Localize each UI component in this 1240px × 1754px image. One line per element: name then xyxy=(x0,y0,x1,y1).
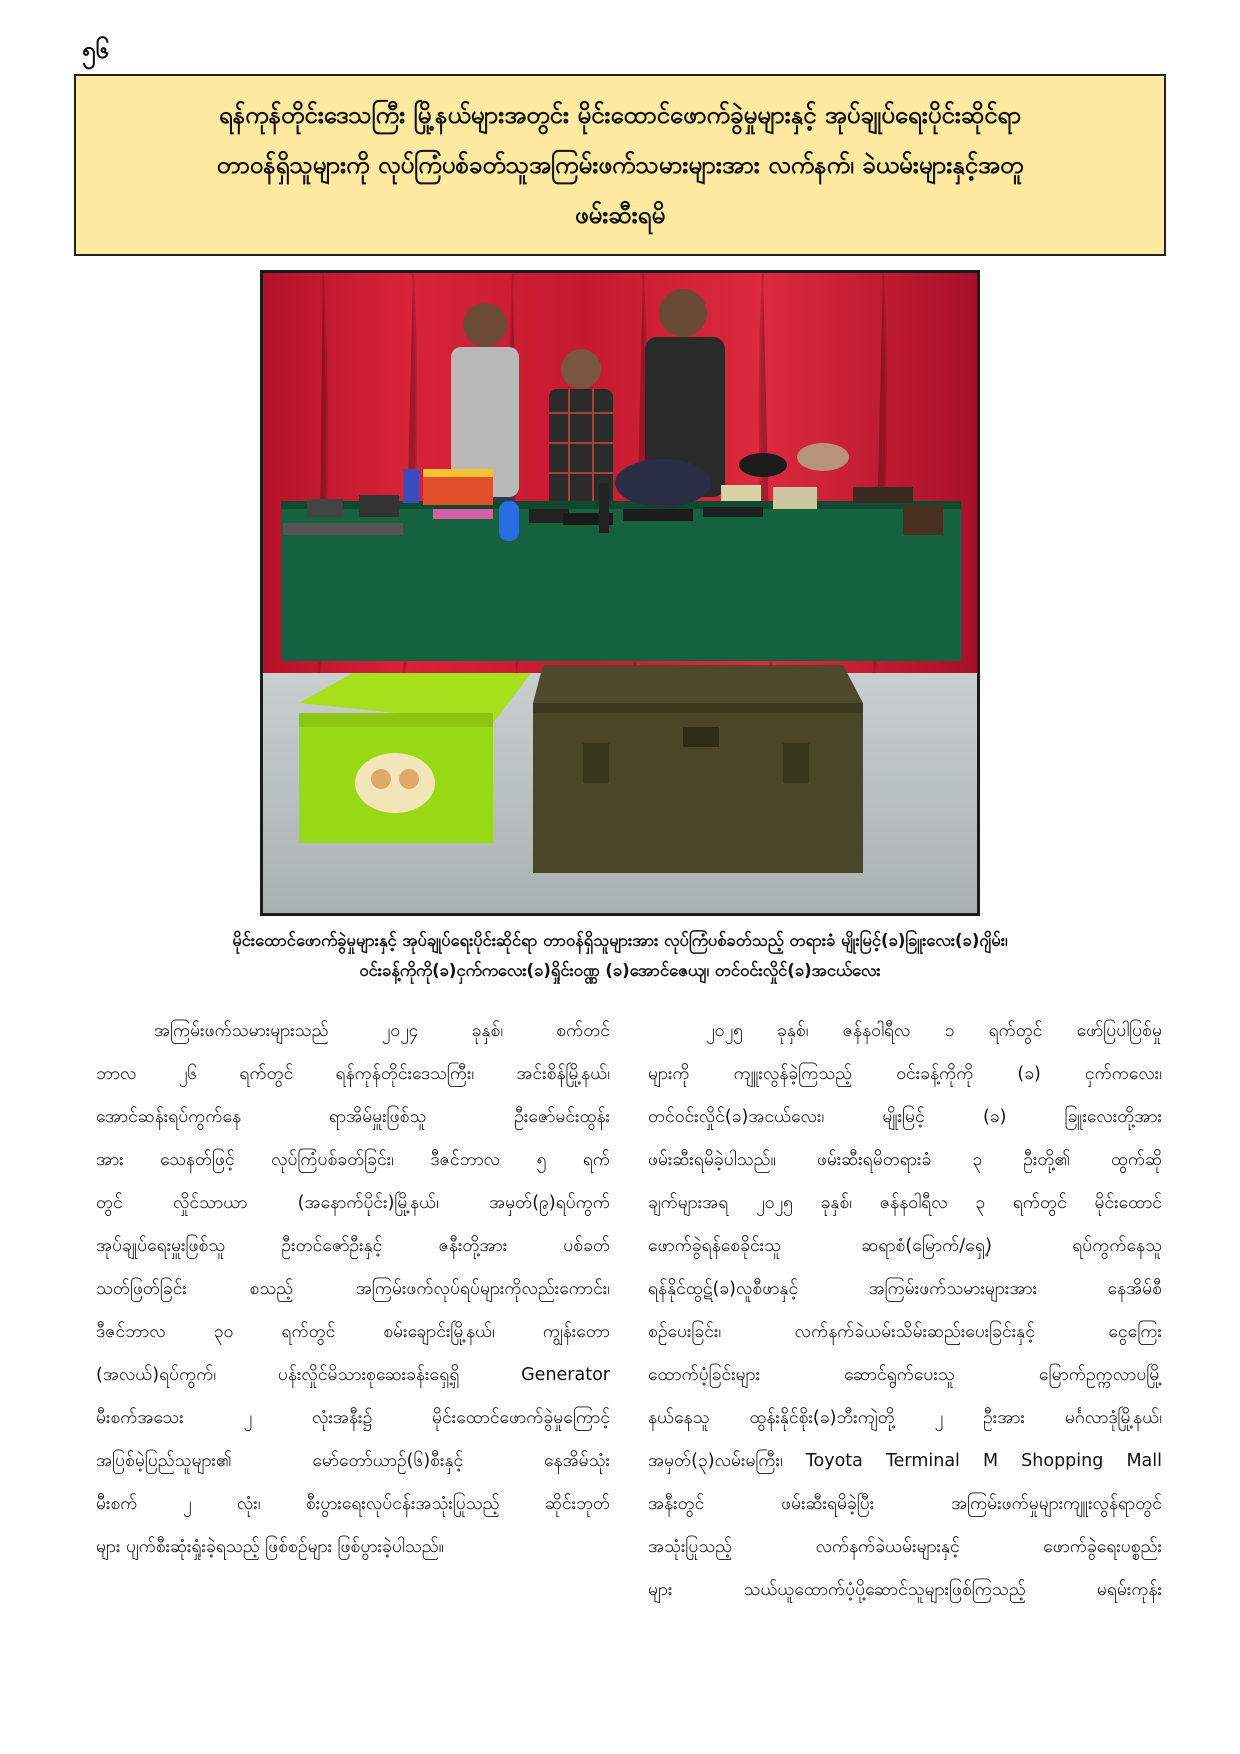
body-line: (အလယ်)ရပ်ကွက်၊ ပန်းလှိုင်မိသားစုဆေးခန်းရှေ့ရှိ Generator xyxy=(96,1365,610,1385)
body-line: အောင်ဆန်းရပ်ကွက်နေ ရာအိမ်မှူးဖြစ်သူ ဦးဇော်မင်းထွန်း xyxy=(96,1107,610,1127)
body-line: ချက်များအရ ၂၀၂၅ ခုနှစ်၊ ဇန်နဝါရီလ ၃ ရက်တွင် မိုင်းထောင် xyxy=(648,1193,1162,1213)
headline-box xyxy=(74,74,1166,256)
article-right-column xyxy=(648,1010,1162,1612)
body-line: အနီးတွင် ဖမ်းဆီးရမိခဲ့ပြီး အကြမ်းဖက်မှုများကျူးလွန်ရာတွင် xyxy=(648,1494,1162,1514)
body-line: ထောက်ပံ့ခြင်းများ ဆောင်ရွက်ပေးသူ မြောက်ဥက္ကလာပမြို့ xyxy=(648,1365,1162,1385)
photo-caption xyxy=(74,926,1166,986)
body-line: ဖောက်ခွဲရန်စေခိုင်းသူ ဆရာစံ(မြောက်/ရှေ့) ရပ်ကွက်နေသူ xyxy=(648,1236,1162,1256)
body-line: အပြစ်မဲ့ပြည်သူများ၏ မော်တော်ယာဉ်(၆)စီးနှင့် နေအိမ်သုံး xyxy=(96,1451,610,1471)
body-line: မီးစက် ၂ လုံး၊ စီးပွားရေးလုပ်ငန်းအသုံးပြုသည့် ဆိုင်းဘုတ် xyxy=(96,1494,610,1514)
body-line: အကြမ်းဖက်သမားများသည် ၂၀၂၄ ခုနှစ်၊ စက်တင် xyxy=(154,1021,610,1041)
body-line: ဘာလ ၂၆ ရက်တွင် ရန်ကုန်တိုင်းဒေသကြီး၊ အင်းစိန်မြို့နယ်၊ xyxy=(96,1064,610,1084)
body-line: အမှတ်(၃)လမ်းမကြီး၊ Toyota Terminal M Shopping Mall xyxy=(648,1451,1162,1471)
body-line: များ ပျက်စီးဆုံးရှုံးခဲ့ရသည့် ဖြစ်စဉ်များ ဖြစ်ပွားခဲ့ပါသည်။ xyxy=(96,1537,444,1557)
body-line: အသုံးပြုသည့် လက်နက်ခဲယမ်းများနှင့် ဖောက်ခွဲရေးပစ္စည်း xyxy=(648,1537,1162,1557)
body-line: ရန်နိုင်ထွဋ်(ခ)လူစီဖာနှင့် အကြမ်းဖက်သမားများအား နေအိမ်စီ xyxy=(648,1279,1162,1299)
body-line: များကို ကျူးလွန်ခဲ့ကြသည့် ဝင်းခန့်ကိုကို (ခ) ငှက်ကလေး၊ xyxy=(648,1064,1162,1084)
body-line: အုပ်ချုပ်ရေးမှူးဖြစ်သူ ဦးတင်ဇော်ဦးနှင့် ဇနီးတို့အား ပစ်ခတ် xyxy=(96,1236,610,1256)
caption-line: ဝင်းခန့်ကိုကို(ခ)ငှက်ကလေး(ခ)ရှိုင်းဝဏ္ဏ (ခ)အောင်ဇေယျ၊ တင်ဝင်းလှိုင်(ခ)အငယ်လေး xyxy=(359,961,881,980)
metal-ammunition-trunk xyxy=(533,665,863,873)
article-left-column xyxy=(96,1010,610,1569)
body-line: ဖမ်းဆီးရမိခဲ့ပါသည်။ ဖမ်းဆီးရမိတရားခံ ၃ ဦးတို့၏ ထွက်ဆို xyxy=(648,1150,1162,1170)
body-line: စဉ်ပေးခြင်း၊ လက်နက်ခဲယမ်းသိမ်းဆည်းပေးခြင်းနှင့် ငွေကြေး xyxy=(648,1322,1162,1342)
headline-line: တာဝန်ရှိသူများကို လုပ်ကြံပစ်ခတ်သူအကြမ်းဖက်သမားများအား လက်နက်၊ ခဲယမ်းများနှင့်အတူ xyxy=(216,151,1024,179)
body-line: တင်ဝင်းလှိုင်(ခ)အငယ်လေး၊ မျိုးမြင့် (ခ) ခြူးလေးတို့အား xyxy=(648,1107,1162,1127)
body-line: သတ်ဖြတ်ခြင်း စသည့် အကြမ်းဖက်လုပ်ရပ်များကိုလည်းကောင်း၊ xyxy=(96,1279,610,1299)
body-line: မီးစက်အသေး ၂ လုံးအနီး၌ မိုင်းထောင်ဖောက်ခွဲမှုကြောင့် xyxy=(96,1408,610,1428)
body-line: တွင် လှိုင်သာယာ (အနောက်ပိုင်း)မြို့နယ်၊ အမှတ်(၉)ရပ်ကွက် xyxy=(96,1193,610,1213)
caption-line: မိုင်းထောင်ဖောက်ခွဲမှုများနှင့် အုပ်ချုပ်ရေးပိုင်းဆိုင်ရာ တာဝန်ရှိသူများအား လုပ်ကြံပစ်ခတ်သည့် တရားခံ မျိုးမြင့်(ခ)ခြူးလေး(ခ)ဂျိမ်း၊ xyxy=(232,931,1008,950)
page-number: ၅၆ xyxy=(82,36,109,64)
body-line: များ သယ်ယူထောက်ပံ့ပို့ဆောင်သူများဖြစ်ကြသည့် မရမ်းကုန်း xyxy=(648,1580,1162,1600)
body-line: နယ်နေသူ ထွန်းနိုင်စိုး(ခ)ဘီးကျဲတို့ ၂ ဦးအား မင်္ဂလာဒုံမြို့နယ်၊ xyxy=(648,1408,1162,1428)
news-photo xyxy=(260,270,980,916)
headline-line: ရန်ကုန်တိုင်းဒေသကြီး မြို့နယ်များအတွင်း မိုင်းထောင်ဖောက်ခွဲမှုများနှင့် အုပ်ချုပ်ရေးပိုင်းဆိုင်ရာ xyxy=(218,101,1022,129)
headline-line: ဖမ်းဆီးရမိ xyxy=(574,201,666,229)
body-line: ၂၀၂၅ ခုနှစ်၊ ဇန်နဝါရီလ ၁ ရက်တွင် ဖော်ပြပါပြစ်မှု xyxy=(706,1021,1162,1041)
body-line: ဒီဇင်ဘာလ ၃၀ ရက်တွင် စမ်းချောင်းမြို့နယ်၊ ကျွန်းတော xyxy=(96,1322,610,1342)
body-line: အား သေနတ်ဖြင့် လုပ်ကြံပစ်ခတ်ခြင်း၊ ဒီဇင်ဘာလ ၅ ရက် xyxy=(96,1150,610,1170)
